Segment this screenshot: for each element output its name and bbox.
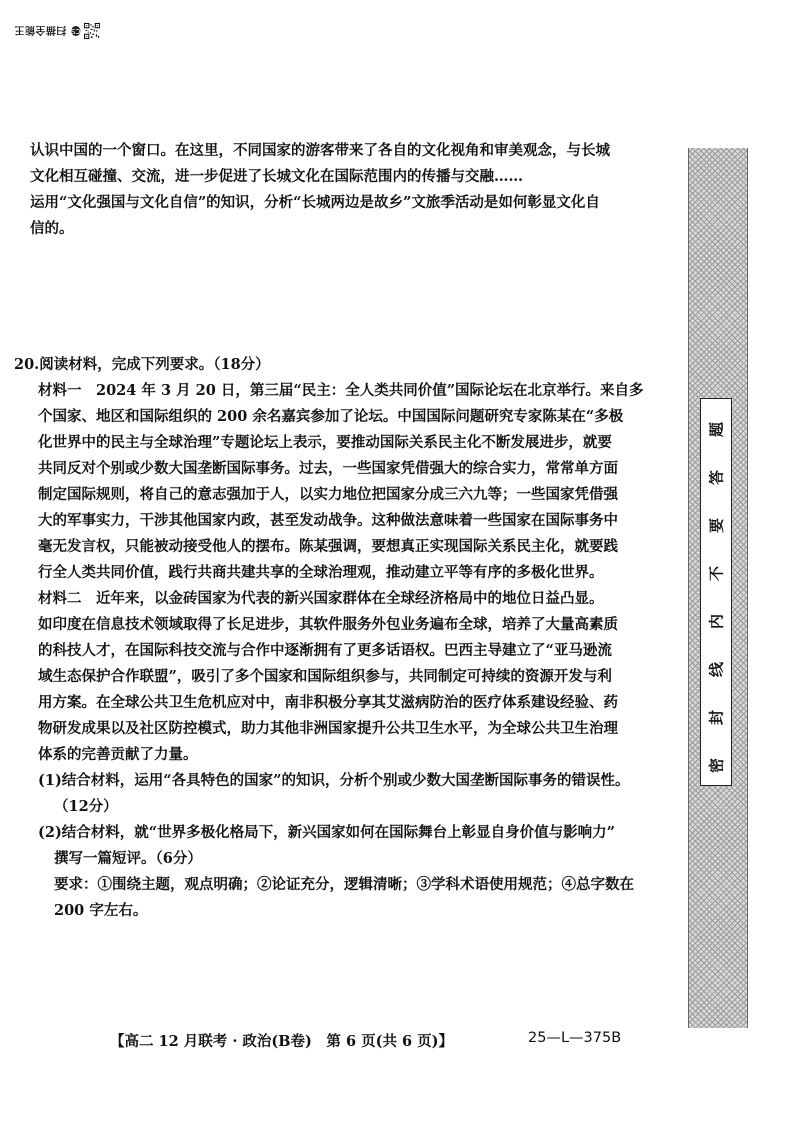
material-line: 大的军事实力，干涉其他国家内政，甚至发动战争。这种做法意味着一些国家在国际事务中 — [38, 512, 618, 529]
material-line: 行全人类共同价值，践行共商共建共享的全球治理观，推动建立平等有序的多极化世界。 — [38, 564, 604, 581]
material-line: 域生态保护合作联盟”，吸引了多个国家和国际组织参与，共同制定可持续的资源开发与利 — [38, 668, 612, 685]
material-line: 体系的完善贡献了力量。 — [38, 746, 198, 763]
question-20 — [14, 352, 660, 924]
material-line: 材料二 近年来，以金砖国家为代表的新兴国家群体在全球经济格局中的地位日益凸显。 — [38, 590, 604, 607]
material-line: 材料一 2024 年 3 月 20 日，第三届“民主：全人类共同价值”国际论坛在北京举行。来自多 — [38, 382, 644, 399]
question-20-heading — [14, 352, 660, 378]
sub-question-2 — [14, 820, 660, 924]
sub-question-line: (1)结合材料，运用“各具特色的国家”的知识，分析个别或少数大国垄断国际事务的错误性。 — [38, 772, 630, 789]
material-line: 共同反对个别或少数大国垄断国际事务。过去，一些国家凭借强大的综合实力，常常单方面 — [38, 460, 618, 477]
seal-char: 线 — [707, 662, 726, 678]
seal-char: 密 — [707, 758, 726, 774]
scanner-logo-icon: CS — [70, 27, 80, 35]
seal-char: 答 — [707, 470, 726, 486]
material-line: 用方案。在全球公共卫生危机应对中，南非积极分享其艾滋病防治的医疗体系建设经验、药 — [38, 694, 618, 711]
material-two — [14, 586, 660, 768]
material-line: 化世界中的民主与全球治理”专题论坛上表示，要推动国际关系民主化不断发展进步，就要 — [38, 434, 612, 451]
sub-question-score: （12分） — [54, 798, 118, 815]
material-line: 物研发成果以及社区防控模式，助力其他非洲国家提升公共卫生水平，为全球公共卫生治理 — [38, 720, 618, 737]
sub-question-line: (2)结合材料，就“世界多极化格局下，新兴国家如何在国际舞台上彰显自身价值与影响力” — [38, 824, 615, 841]
material-line: 的科技人才，在国际科技交流与合作中逐渐拥有了更多话语权。巴西主导建立了“亚马逊流 — [38, 642, 612, 659]
passage-continuation — [30, 138, 660, 242]
material-line: 如印度在信息技术领域取得了长足进步，其软件服务外包业务遍布全球，培养了大量高素质 — [38, 616, 618, 633]
passage-line: 文化相互碰撞、交流，进一步促进了长城文化在国际范围内的传播与交融…… — [30, 168, 523, 185]
seal-line-label — [700, 398, 732, 786]
footer-label: 【高二 12 月联考 · 政治(B卷) 第 6 页(共 6 页)】 — [110, 1033, 453, 1050]
passage-question-line: 信的。 — [30, 220, 74, 237]
seal-char: 封 — [707, 710, 726, 726]
qr-code-icon — [84, 16, 100, 46]
sub-question-line: 撰写一篇短评。（6分） — [54, 850, 202, 867]
passage-line: 认识中国的一个窗口。在这里，不同国家的游客带来了各自的文化视角和审美观念，与长城 — [30, 142, 610, 159]
sub-question-1 — [14, 768, 660, 820]
scanner-stamp — [14, 14, 100, 48]
seal-char: 内 — [707, 614, 726, 630]
requirement-line: 要求：①围绕主题，观点明确；②论证充分，逻辑清晰；③学科术语使用规范；④总字数在 — [54, 876, 634, 893]
material-one — [14, 378, 660, 586]
material-line: 个国家、地区和国际组织的 200 余名嘉宾参加了论坛。中国国际问题研究专家陈某在“多极 — [38, 408, 624, 425]
requirement-line: 200 字左右。 — [54, 902, 148, 919]
paper-code: 25—L—375B — [528, 1030, 622, 1046]
question-number: 20. — [14, 356, 40, 373]
seal-char: 不 — [707, 566, 726, 582]
material-line: 毫无发言权，只能被动接受他人的摆布。陈某强调，要想真正实现国际关系民主化，就要践 — [38, 538, 618, 555]
seal-char: 要 — [707, 518, 726, 534]
seal-char: 题 — [707, 422, 726, 438]
material-line: 制定国际规则，将自己的意志强加于人，以实力地位把国家分成三六九等；一些国家凭借强 — [38, 486, 618, 503]
question-title: 阅读材料，完成下列要求。（18分） — [39, 356, 270, 373]
page-footer — [110, 1030, 670, 1051]
scanner-stamp-text: 扫描全能王 — [14, 23, 67, 35]
passage-question-line: 运用“文化强国与文化自信”的知识，分析“长城两边是故乡”文旅季活动是如何彰显文化自 — [30, 194, 600, 211]
